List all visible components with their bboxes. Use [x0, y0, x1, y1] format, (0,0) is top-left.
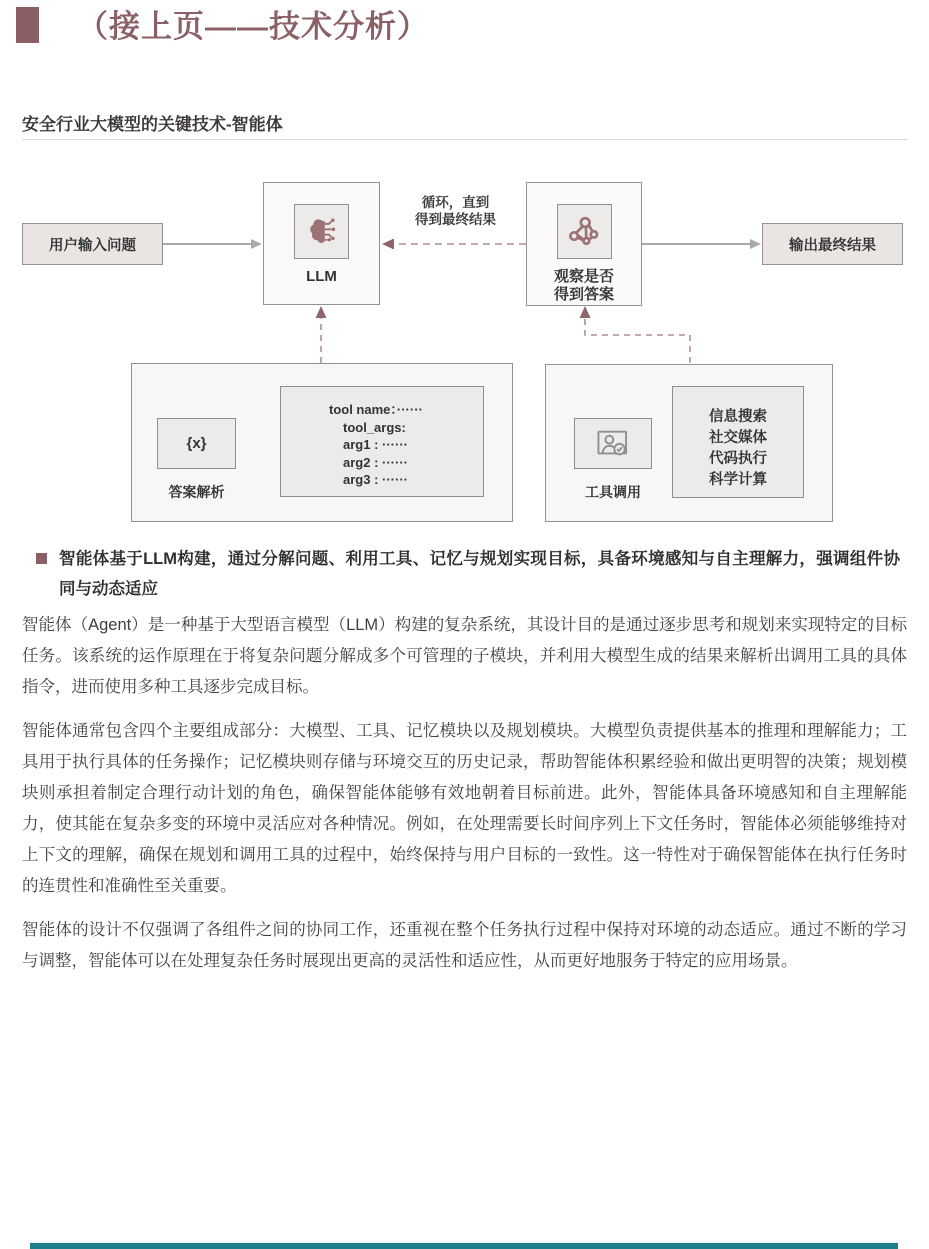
- page-title: （接上页——技术分析）: [77, 9, 429, 44]
- tool-call-container: [545, 364, 833, 522]
- tool-call-label: 工具调用: [585, 484, 641, 500]
- tool-line: tool_args:: [343, 419, 406, 435]
- curly-braces-icon: [157, 418, 236, 469]
- paragraph-3: 智能体的设计不仅强调了各组件之间的协同工作，还重视在整个任务执行过程中保持对环境的动态适应。通过不断的学习与调整，智能体可以在处理复杂任务时展现出更高的灵活性和适应性，从而更好地服务于特定的应用场景。: [22, 921, 907, 970]
- loop-label-line1: 循环，直到: [421, 195, 490, 210]
- tool-line: arg3 : ······: [343, 472, 408, 487]
- title-accent-square: [16, 7, 39, 43]
- observe-label: [554, 268, 614, 304]
- network-graph-icon: [557, 204, 612, 259]
- llm-label: LLM: [306, 268, 337, 285]
- tool-item: 信息搜索: [709, 409, 767, 425]
- bullet-marker: [36, 553, 47, 564]
- paragraph-2: 智能体通常包含四个主要组成部分：大模型、工具、记忆模块以及规划模块。大模型负责提供基本的推理和理解能力；工具用于执行具体的任务操作；记忆模块则存储与环境交互的历史记录，帮助智能体积累经验和做出更明智的决策；规划模块则承担着制定合理行动计划的角色，确保智能体能够有效地朝着目标前进。此外，智能体具备环境感知和自主理解能力，使其能在复杂多变的环境中灵活应对各种情况。例如，在处理需要长时间序列上下文任务时，智能体必须能够维持对上下文的理解，确保在规划和调用工具的过程中，始终保持与用户目标的一致性。这一特性对于确保智能体在执行任务时的连贯性和准确性至关重要。: [22, 722, 907, 895]
- tool-line: arg2 : ······: [343, 454, 408, 470]
- brain-circuit-icon: [294, 204, 349, 259]
- loop-label-line2: 得到最终结果: [415, 212, 496, 227]
- observe-label-line1: 观察是否: [553, 268, 614, 285]
- tools-list-box: [672, 386, 804, 498]
- user-input-box: [22, 223, 163, 265]
- tool-item: 社交媒体: [709, 430, 767, 446]
- tool-item: 科学计算: [709, 472, 767, 488]
- tool-line: tool name：······: [329, 402, 423, 417]
- output-label: 输出最终结果: [789, 237, 876, 254]
- llm-box: [263, 182, 380, 305]
- body-text: [22, 610, 907, 990]
- section-heading: 安全行业大模型的关键技术-智能体: [22, 115, 283, 134]
- agent-workflow-diagram: [0, 170, 929, 530]
- parse-symbol: {x}: [186, 435, 207, 452]
- observe-box: [526, 182, 642, 306]
- observe-label-line2: 得到答案: [553, 286, 614, 303]
- key-point: [36, 544, 900, 604]
- loop-label: [393, 194, 518, 228]
- footer-accent-bar: [30, 1243, 898, 1249]
- paragraph-1: 智能体（Agent）是一种基于大型语言模型（LLM）构建的复杂系统，其设计目的是通过逐步思考和规划来实现特定的目标任务。该系统的运作原理在于将复杂问题分解成多个可管理的子模块，并利用大模型生成的结果来解析出调用工具的具体指令，进而使用多种工具逐步完成目标。: [22, 616, 907, 696]
- tool-line: arg1 : ······: [343, 437, 408, 452]
- user-input-label: 用户输入问题: [49, 237, 136, 254]
- answer-parse-label: 答案解析: [168, 484, 225, 500]
- output-box: [762, 223, 903, 265]
- heading-divider: [22, 139, 907, 140]
- answer-parse-container: [131, 363, 513, 522]
- tool-args-box: [280, 386, 484, 497]
- page-header: [16, 7, 429, 47]
- person-check-icon: [574, 418, 652, 469]
- key-point-text: 智能体基于LLM构建，通过分解问题、利用工具、记忆与规划实现目标，具备环境感知与自主理解力，强调组件协同与动态适应: [59, 550, 900, 598]
- tool-item: 代码执行: [709, 451, 767, 467]
